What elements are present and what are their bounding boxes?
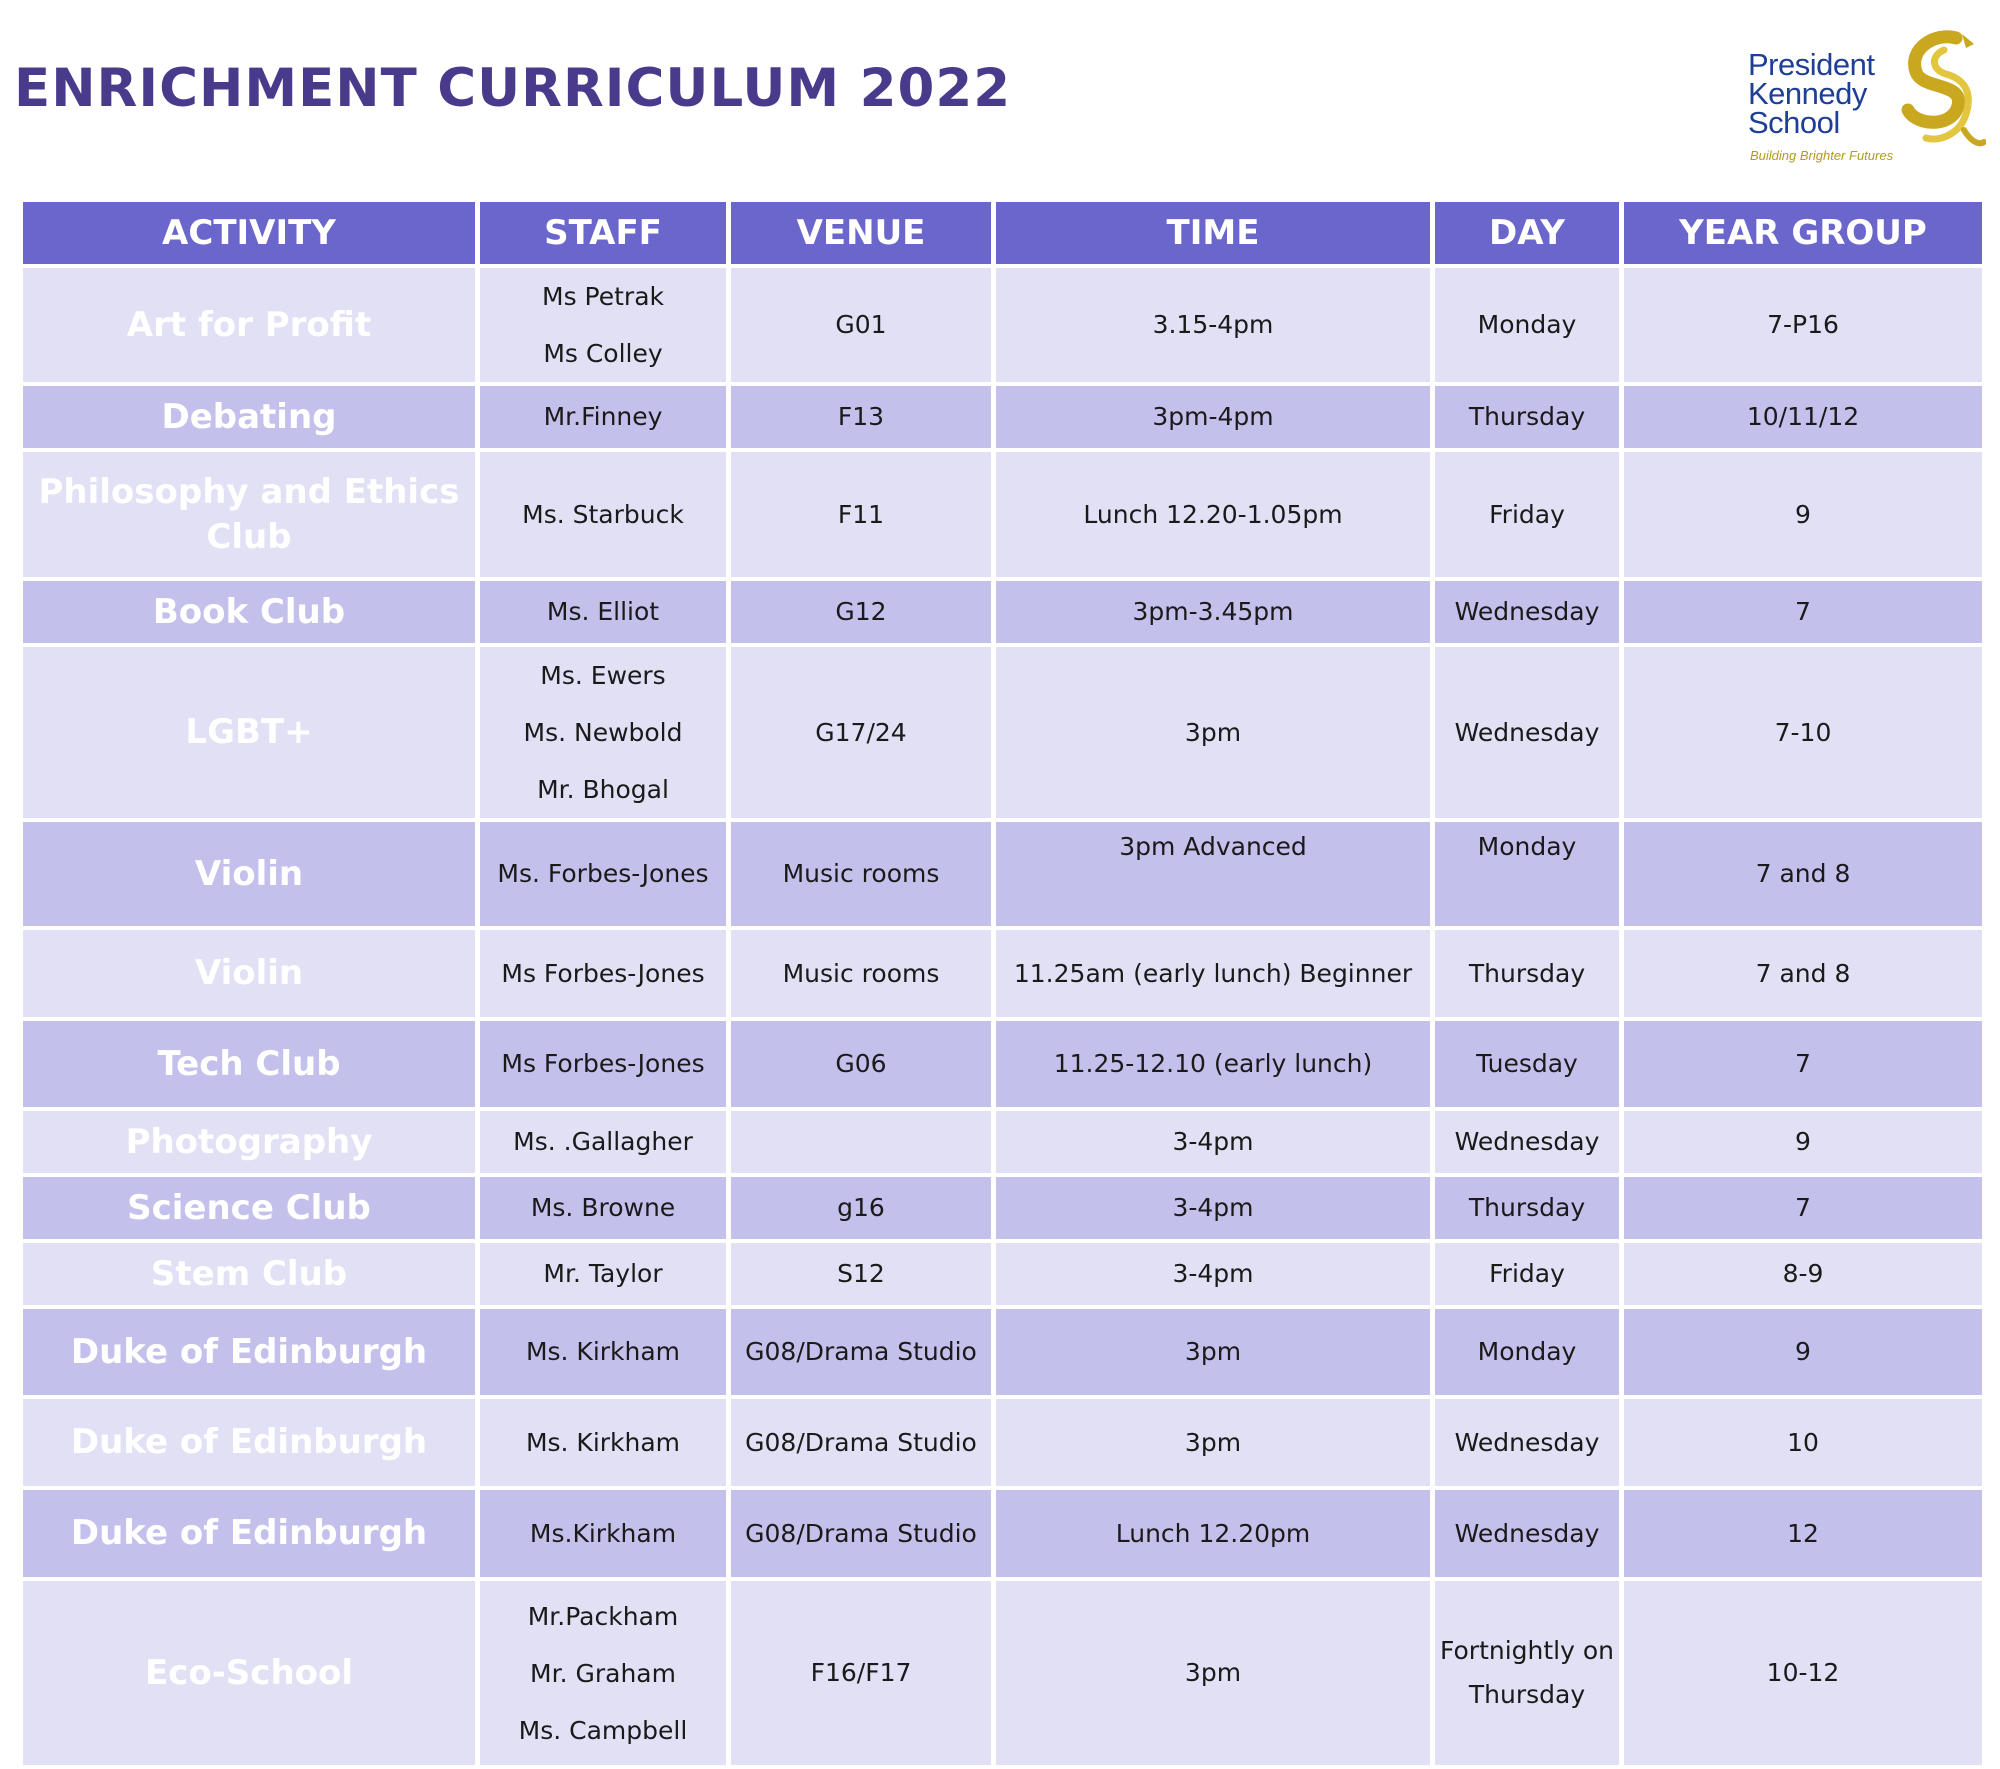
year-group-cell: 9 (1624, 1111, 1982, 1173)
table-row (23, 1177, 1982, 1239)
time-cell: 3.15-4pm (996, 268, 1430, 382)
staff-name: Ms.Kirkham (529, 1518, 677, 1548)
table-row (23, 581, 1982, 643)
staff-cell (480, 930, 726, 1017)
time-cell: Lunch 12.20-1.05pm (996, 452, 1430, 577)
year-group-cell: 10 (1624, 1399, 1982, 1486)
table-row (23, 930, 1982, 1017)
activity-cell: Violin (23, 822, 475, 926)
table-row (23, 1399, 1982, 1486)
staff-name: Ms. Forbes-Jones (497, 859, 709, 888)
venue-cell: F16/F17 (731, 1581, 991, 1765)
staff-cell (480, 581, 726, 643)
staff-name: Ms. Kirkham (525, 1337, 681, 1366)
logo-ribbon-icon (1886, 30, 1986, 155)
table-row (23, 386, 1982, 448)
venue-cell: g16 (731, 1177, 991, 1239)
staff-cell (480, 1490, 726, 1577)
staff-name: Ms. Ewers (540, 661, 666, 690)
venue-cell: G08/Drama Studio (731, 1309, 991, 1395)
day-cell: Monday (1435, 822, 1619, 926)
staff-cell (480, 452, 726, 577)
activity-cell: Debating (23, 386, 475, 448)
staff-name: Ms. Kirkham (525, 1427, 681, 1457)
venue-cell: G06 (731, 1021, 991, 1107)
staff-name: Mr.Packham (527, 1601, 679, 1631)
activity-cell: Eco-School (23, 1581, 475, 1765)
day-cell: Wednesday (1435, 1490, 1619, 1577)
time-cell: 3pm (996, 647, 1430, 818)
staff-name: Ms. .Gallagher (513, 1127, 693, 1156)
activity-cell: Science Club (23, 1177, 475, 1239)
activity-cell: Violin (23, 930, 475, 1017)
day-cell: Friday (1435, 1243, 1619, 1305)
table-row (23, 647, 1982, 818)
time-cell: 11.25am (early lunch) Beginner (996, 930, 1430, 1017)
header-activity: ACTIVITY (23, 202, 475, 264)
staff-cell (480, 1309, 726, 1395)
table-row (23, 1111, 1982, 1173)
table-row (23, 268, 1982, 382)
table-row (23, 1309, 1982, 1395)
staff-name: Ms Colley (543, 339, 663, 368)
day-cell: Thursday (1435, 386, 1619, 448)
time-cell: 3pm (996, 1399, 1430, 1486)
day-cell: Wednesday (1435, 581, 1619, 643)
time-cell: 11.25-12.10 (early lunch) (996, 1021, 1430, 1107)
year-group-cell: 10/11/12 (1624, 386, 1982, 448)
day-cell: Thursday (1435, 1177, 1619, 1239)
table-row (23, 1490, 1982, 1577)
staff-name: Mr. Graham (530, 1658, 676, 1688)
staff-name: Ms. Browne (530, 1193, 676, 1222)
staff-cell (480, 1021, 726, 1107)
venue-cell: Music rooms (731, 930, 991, 1017)
table-row (23, 452, 1982, 577)
time-cell: 3-4pm (996, 1177, 1430, 1239)
activity-cell: Book Club (23, 581, 475, 643)
venue-cell: G08/Drama Studio (731, 1490, 991, 1577)
logo-tagline: Building Brighter Futures (1750, 148, 1894, 163)
venue-cell: F13 (731, 386, 991, 448)
staff-cell (480, 268, 726, 382)
day-cell: Wednesday (1435, 1399, 1619, 1486)
time-cell: 3pm (996, 1581, 1430, 1765)
year-group-cell: 7 (1624, 1021, 1982, 1107)
venue-cell: G12 (731, 581, 991, 643)
table-row (23, 1581, 1982, 1765)
table-row (23, 1021, 1982, 1107)
year-group-cell: 7 and 8 (1624, 822, 1982, 926)
year-group-cell: 9 (1624, 1309, 1982, 1395)
staff-name: Mr. Bhogal (537, 775, 669, 804)
venue-cell: G08/Drama Studio (731, 1399, 991, 1486)
staff-name: Ms Forbes-Jones (501, 958, 705, 988)
venue-cell: F11 (731, 452, 991, 577)
staff-name: Mr. Taylor (543, 1259, 663, 1288)
table-header-row (23, 202, 1982, 264)
staff-cell (480, 386, 726, 448)
venue-cell (731, 1111, 991, 1173)
logo-name-line-1: President (1748, 47, 1875, 82)
day-cell: Wednesday (1435, 647, 1619, 818)
table-row (23, 1243, 1982, 1305)
time-cell: Lunch 12.20pm (996, 1490, 1430, 1577)
activity-cell: Stem Club (23, 1243, 475, 1305)
year-group-cell: 7-P16 (1624, 268, 1982, 382)
time-cell: 3-4pm (996, 1111, 1430, 1173)
day-cell: Monday (1435, 268, 1619, 382)
time-cell: 3pm-3.45pm (996, 581, 1430, 643)
staff-cell (480, 1581, 726, 1765)
time-cell: 3pm (996, 1309, 1430, 1395)
activity-cell: Tech Club (23, 1021, 475, 1107)
venue-cell: G17/24 (731, 647, 991, 818)
activity-cell: Philosophy and Ethics Club (23, 452, 475, 577)
year-group-cell: 7 (1624, 581, 1982, 643)
activity-cell: Photography (23, 1111, 475, 1173)
staff-name: Ms Petrak (542, 282, 664, 311)
day-cell: Monday (1435, 1309, 1619, 1395)
staff-name: Ms. Elliot (546, 597, 660, 626)
time-cell: 3-4pm (996, 1243, 1430, 1305)
activity-cell: LGBT+ (23, 647, 475, 818)
day-cell: Fortnightly on Thursday (1435, 1581, 1619, 1765)
year-group-cell: 9 (1624, 452, 1982, 577)
header-time: TIME (996, 202, 1430, 264)
day-cell: Thursday (1435, 930, 1619, 1017)
staff-cell (480, 1399, 726, 1486)
venue-cell: S12 (731, 1243, 991, 1305)
year-group-cell: 12 (1624, 1490, 1982, 1577)
venue-cell: G01 (731, 268, 991, 382)
staff-name: Ms. Campbell (518, 1715, 688, 1745)
header-year-group: YEAR GROUP (1624, 202, 1982, 264)
time-cell: 3pm Advanced (996, 822, 1430, 926)
page-title: ENRICHMENT CURRICULUM 2022 (14, 58, 1012, 119)
activity-cell: Duke of Edinburgh (23, 1309, 475, 1395)
activity-cell: Duke of Edinburgh (23, 1490, 475, 1577)
day-cell: Tuesday (1435, 1021, 1619, 1107)
table-row (23, 822, 1982, 926)
staff-cell (480, 1243, 726, 1305)
year-group-cell: 7 and 8 (1624, 930, 1982, 1017)
day-cell: Friday (1435, 452, 1619, 577)
staff-cell (480, 822, 726, 926)
year-group-cell: 8-9 (1624, 1243, 1982, 1305)
activity-cell: Duke of Edinburgh (23, 1399, 475, 1486)
staff-cell (480, 1177, 726, 1239)
staff-name: Mr.Finney (543, 402, 663, 431)
day-cell: Wednesday (1435, 1111, 1619, 1173)
logo-name-line-2: Kennedy (1748, 76, 1867, 111)
venue-cell: Music rooms (731, 822, 991, 926)
staff-cell (480, 1111, 726, 1173)
header-venue: VENUE (731, 202, 991, 264)
year-group-cell: 10-12 (1624, 1581, 1982, 1765)
year-group-cell: 7 (1624, 1177, 1982, 1239)
activity-cell: Art for Profit (23, 268, 475, 382)
enrichment-table (18, 198, 1987, 1769)
staff-cell (480, 647, 726, 818)
staff-name: Ms Forbes-Jones (501, 1049, 705, 1078)
staff-name: Ms. Starbuck (522, 499, 684, 529)
header-day: DAY (1435, 202, 1619, 264)
staff-name: Ms. Newbold (523, 718, 683, 747)
school-logo (1748, 30, 1988, 170)
logo-name-line-3: School (1748, 105, 1840, 140)
logo-school-name (1748, 47, 1875, 140)
year-group-cell: 7-10 (1624, 647, 1982, 818)
time-cell: 3pm-4pm (996, 386, 1430, 448)
header-staff: STAFF (480, 202, 726, 264)
